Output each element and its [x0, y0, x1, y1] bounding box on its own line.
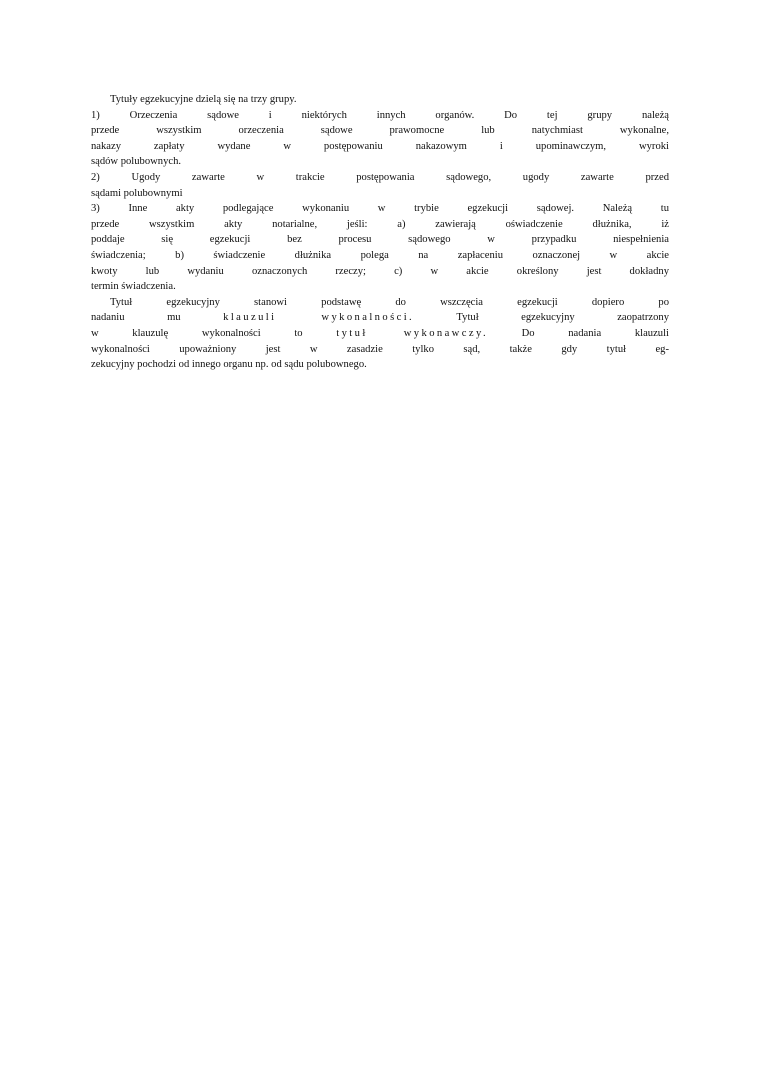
paragraph-1-line-3: nakazy zapłaty wydane w postępowaniu nakazowym i upominawczym, wyroki — [91, 140, 669, 152]
paragraph-3-line-4: świadczenia; b) świadczenie dłużnika polega na zapłaceniu oznaczonej w akcie — [91, 249, 669, 261]
paragraph-3-line-3: poddaje się egzekucji bez procesu sądowego w przypadku niespełnienia — [91, 234, 669, 246]
document-body — [91, 92, 669, 373]
paragraph-1-line-4: sądów polubownych. — [91, 156, 182, 168]
paragraph-4-line-5: zekucyjny pochodzi od innego organu np. od sądu polubownego. — [91, 359, 367, 371]
paragraph-4-line-4: wykonalności upoważniony jest w zasadzie tylko sąd, także gdy tytuł eg- — [91, 343, 669, 355]
spaced-term-klauzuli: klauzuli wykonalności. — [223, 312, 415, 324]
paragraph-3-line-5: kwoty lub wydaniu oznaczonych rzeczy; c) w akcie określony jest dokładny — [91, 265, 669, 277]
paragraph-3-line-2: przede wszystkim akty notarialne, jeśli: a) zawierają oświadczenie dłużnika, iż — [91, 218, 669, 230]
line-text-pre: w klauzulę wykonalności to — [91, 327, 337, 339]
paragraph-4-line-2 — [91, 310, 669, 326]
paragraph-2-line-1: 2) Ugody zawarte w trakcie postępowania sądowego, ugody zawarte przed — [91, 171, 669, 183]
paragraph-1-line-1: 1) Orzeczenia sądowe i niektórych innych organów. Do tej grupy należą — [91, 109, 669, 121]
paragraph-3-line-1: 3) Inne akty podlegające wykonaniu w trybie egzekucji sądowej. Należą tu — [91, 203, 669, 215]
spaced-term-tytul: tytuł wykonawczy. — [336, 327, 488, 339]
paragraph-4-line-1: Tytuł egzekucyjny stanowi podstawę do wszczęcia egzekucji dopiero po — [110, 296, 669, 308]
paragraph-2-line-2: sądami polubownymi — [91, 187, 183, 199]
line-text-post: Tytuł egzekucyjny zaopatrzony — [414, 312, 669, 324]
paragraph-3-line-6: termin świadczenia. — [91, 281, 176, 293]
intro-line: Tytuły egzekucyjne dzielą się na trzy grupy. — [110, 94, 297, 105]
line-text-pre: nadaniu mu — [91, 312, 224, 324]
line-text-post: Do nadania klauzuli — [488, 327, 669, 339]
paragraph-4-line-3 — [91, 326, 669, 342]
paragraph-1-line-2: przede wszystkim orzeczenia sądowe prawomocne lub natychmiast wykonalne, — [91, 125, 669, 137]
